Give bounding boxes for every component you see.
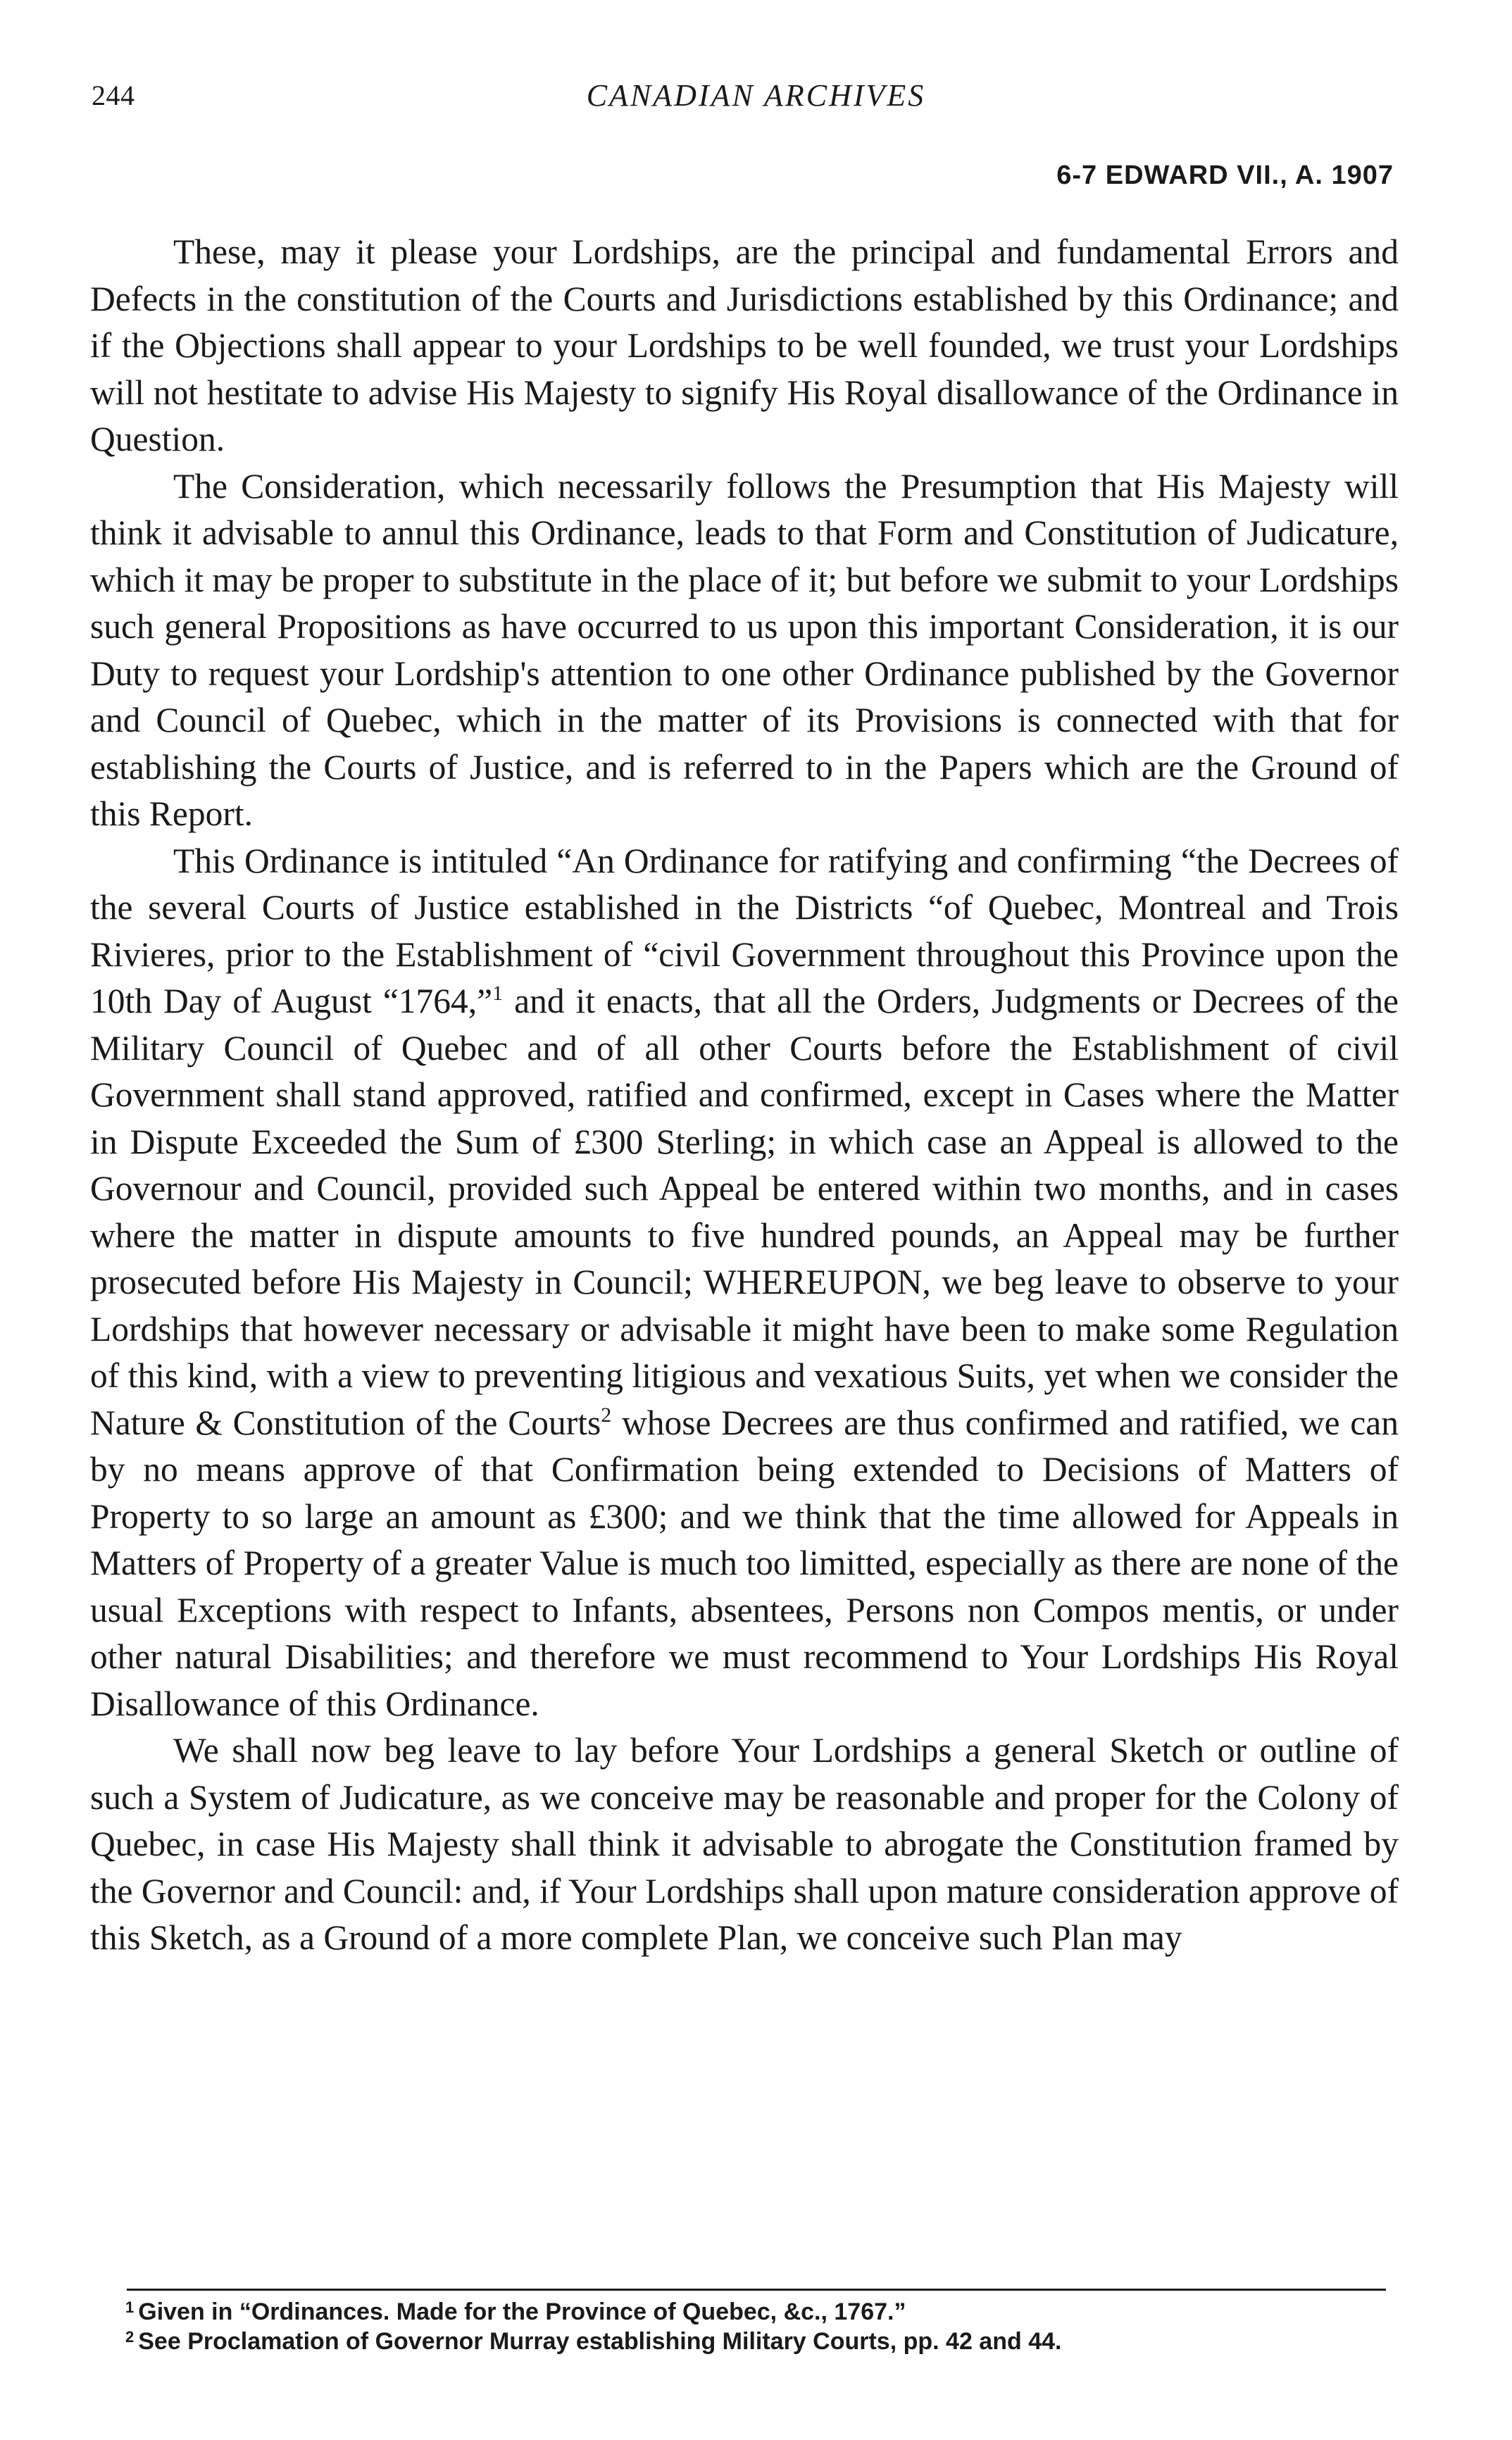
footnote-reference: 1 xyxy=(492,982,504,1005)
paragraph: We shall now beg leave to lay before Your Lordships a general Sketch or outline of such a System of Judicature, as we conceive may be reasonable and proper for the Colony of Quebec, in case His Majesty shall think it advisable to abrogate the Constitution framed by the Governor and Council: and, if Your Lordships shall upon mature consideration approve of this Sketch, as a Ground of a more complete Plan, we conceive such Plan may xyxy=(90,1731,1399,1957)
paragraph-text: This Ordinance is intituled “An Ordinance for ratifying and confirming “the Decrees of the several Courts of Justice established in the Districts “of Quebec, Montreal and Trois Rivieres, prior to the Establishment of “civil Government throughout this Province upon the 10th Day of August “1764,” xyxy=(90,841,1399,1020)
footnote xyxy=(125,2297,1386,2327)
body-text xyxy=(90,229,1399,1962)
session-label: 6-7 EDWARD VII., A. 1907 xyxy=(1056,161,1394,190)
paragraph: These, may it please your Lordships, are the principal and fundamental Errors and Defects in the constitution of the Courts and Jurisdictions established by this Ordinance; and if the Objections shall appear to your Lordships to be well founded, we trust your Lordships will not hestitate to advise His Majesty to signify His Royal disallowance of the Ordinance in Question. xyxy=(90,232,1399,458)
footnote-text: See Proclamation of Governor Murray establishing Military Courts, pp. 42 and 44. xyxy=(138,2328,1062,2355)
footnotes xyxy=(125,2297,1386,2356)
footnote-marker: 1 xyxy=(125,2298,135,2316)
paragraph xyxy=(90,838,1399,1728)
footnote-text: Given in “Ordinances. Made for the Province of Quebec, &c., 1767.” xyxy=(138,2298,906,2325)
footnote-reference: 2 xyxy=(601,1403,612,1427)
footnote xyxy=(125,2327,1386,2356)
page-number: 244 xyxy=(92,80,135,111)
footnote-marker: 2 xyxy=(125,2328,135,2346)
paragraph-text: and it enacts, that all the Orders, Judgments or Decrees of the Military Council of Quebec and of all other Courts before the Establishment of civil Government shall stand approved, ratified and confirmed, except in Cases where the Matter in Dispute Exceeded the Sum of £300 Sterling; in which case an Appeal is allowed to the Governour and Council, provided such Appeal be entered within two months, and in cases where the matter in dispute amounts to five hundred pounds, an Appeal may be further prosecuted before His Majesty in Council; WHEREUPON, we beg leave to observe to your Lordships that however necessary or advisable it might have been to make some Regulation of this kind, with a view to preventing litigious and vexatious Suits, yet when we consider the Nature & Constitution of the Courts xyxy=(90,982,1399,1442)
paragraph-text: whose Decrees are thus confirmed and ratified, we can by no means approve of that Confirmation being extended to Decisions of Matters of Property to so large an amount as £300; and we think that the time allowed for Appeals in Matters of Property of a greater Value is much too limitted, especially as there are none of the usual Exceptions with respect to Infants, absentees, Persons non Compos mentis, or under other natural Disabilities; and therefore we must recommend to Your Lordships His Royal Disallowance of this Ordinance. xyxy=(90,1403,1399,1723)
footnote-divider xyxy=(127,2289,1386,2291)
running-title: CANADIAN ARCHIVES xyxy=(586,78,926,113)
paragraph: The Consideration, which necessarily follows the Presumption that His Majesty will think it advisable to annul this Ordinance, leads to that Form and Constitution of Judicature, which it may be proper to substitute in the place of it; but before we submit to your Lordships such general Propositions as have occurred to us upon this important Consideration, it is our Duty to request your Lordship's attention to one other Ordinance published by the Governor and Council of Quebec, which in the matter of its Provisions is connected with that for establishing the Courts of Justice, and is referred to in the Papers which are the Ground of this Report. xyxy=(90,466,1399,833)
